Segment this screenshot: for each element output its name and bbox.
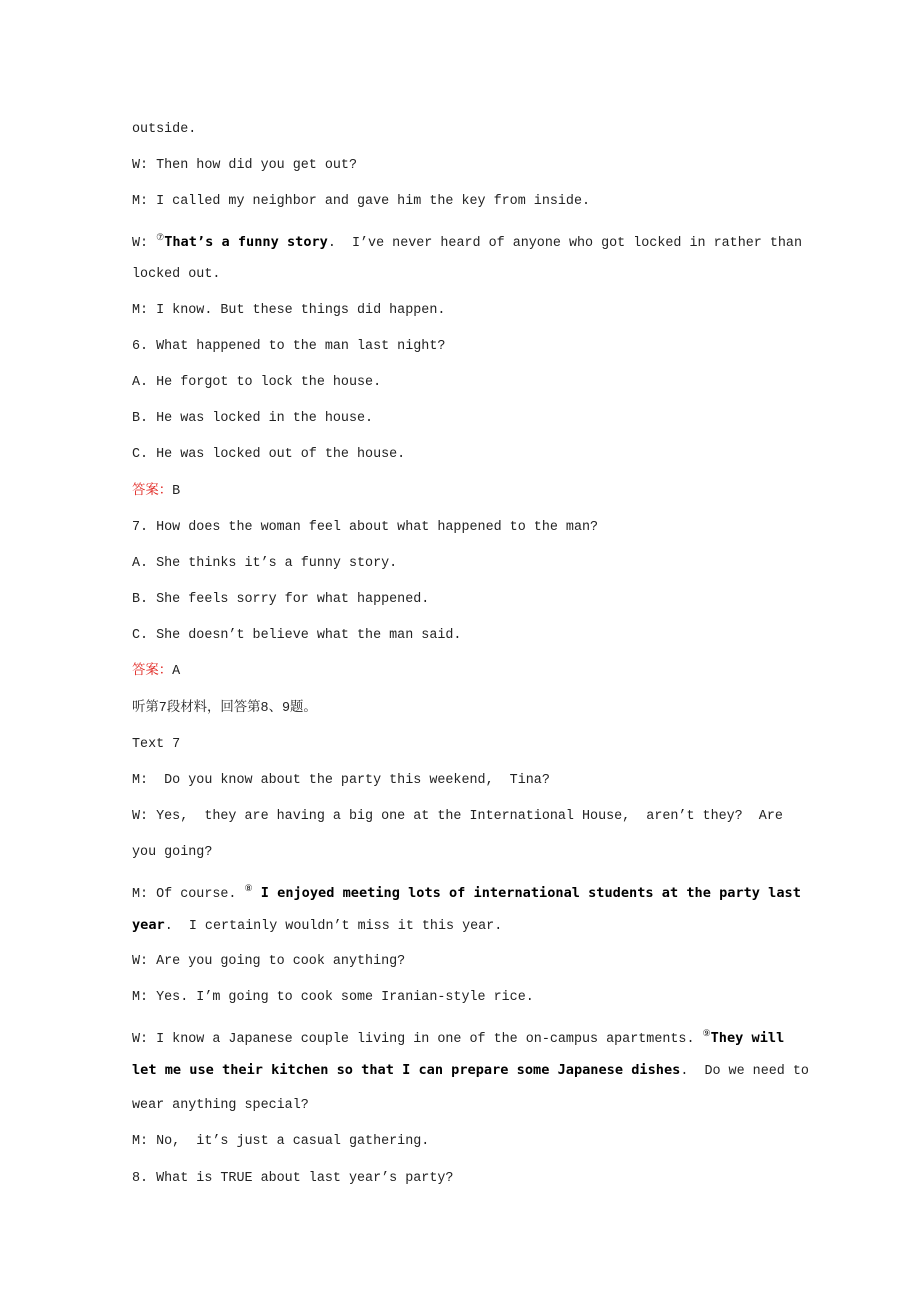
text-run: M: Yes. I’m going to cook some Iranian-style rice. <box>132 989 534 1005</box>
text-run: B. She feels sorry for what happened. <box>132 592 430 608</box>
note-marker: ⑦ <box>156 233 165 244</box>
text-run: W: Then how did you get out? <box>132 158 357 174</box>
text-line <box>132 329 832 365</box>
document-page <box>132 112 832 1197</box>
text-run: W: Are you going to cook anything? <box>132 953 406 969</box>
text-line <box>132 763 832 799</box>
text-run: 8. What is TRUE about last year’s party? <box>132 1170 454 1186</box>
text-line <box>132 944 832 980</box>
text-line <box>132 293 832 329</box>
key-sentence: I enjoyed meeting lots of international students at the party last <box>252 885 801 902</box>
key-sentence: let me use their kitchen so that I can prepare some Japanese dishes <box>132 1062 681 1079</box>
text-line <box>132 1052 832 1088</box>
text-line <box>132 835 832 871</box>
text-run: . Do we need to <box>680 1064 809 1080</box>
text-run: M: No, it’s just a casual gathering. <box>132 1134 430 1150</box>
text-run: M: I called my neighbor and gave him the key from inside. <box>132 194 591 210</box>
text-run: W: I know a Japanese couple living in one of the on-campus apartments. <box>132 1031 703 1047</box>
text-run: A. He forgot to lock the house. <box>132 375 382 391</box>
text-line <box>132 184 832 220</box>
note-marker: ⑨ <box>702 1028 711 1039</box>
text-run: B. He was locked in the house. <box>132 411 374 427</box>
text-run: outside. <box>132 122 197 137</box>
text-line <box>132 510 832 546</box>
text-run: Text 7 <box>132 736 181 752</box>
text-line <box>132 1088 832 1124</box>
text-line <box>132 365 832 401</box>
text-run: W: Yes, they are having a big one at the International House, aren’t they? Are <box>132 808 783 824</box>
key-sentence: year <box>132 917 165 934</box>
text-run: . I’ve never heard of anyone who got locked in rather than <box>327 236 802 252</box>
text-line <box>132 148 832 184</box>
text-line <box>132 799 832 835</box>
text-line <box>132 1016 832 1052</box>
text-run: M: Do you know about the party this weekend, Tina? <box>132 772 550 788</box>
text-line <box>132 618 832 654</box>
text-run: locked out. <box>132 266 221 282</box>
answer-label: 答案： <box>132 483 173 499</box>
text-run: A. She thinks it’s a funny story. <box>132 555 398 571</box>
key-sentence: That’s a funny story <box>164 234 328 251</box>
key-sentence: They will <box>710 1029 785 1046</box>
note-marker: ⑧ <box>244 884 253 895</box>
text-line <box>132 220 832 256</box>
text-run: 7. How does the woman feel about what happened to the man? <box>132 519 599 535</box>
text-line <box>132 1124 832 1160</box>
text-run: 听第7段材料，回答第8、9题。 <box>132 700 317 716</box>
text-run: 6. What happened to the man last night? <box>132 338 446 354</box>
text-line <box>132 654 832 690</box>
text-run: you going? <box>132 845 213 861</box>
text-line <box>132 112 832 148</box>
text-run: A <box>172 664 181 680</box>
text-run: W: <box>132 236 157 252</box>
text-line <box>132 907 832 943</box>
text-run: C. She doesn’t believe what the man said. <box>132 628 462 644</box>
text-run: M: Of course. <box>132 887 245 903</box>
text-line <box>132 980 832 1016</box>
text-run: . I certainly wouldn’t miss it this year. <box>164 919 503 935</box>
text-line <box>132 474 832 510</box>
answer-label: 答案： <box>132 664 173 680</box>
text-line <box>132 871 832 907</box>
text-line <box>132 257 832 293</box>
text-run: M: I know. But these things did happen. <box>132 302 446 318</box>
text-run: C. He was locked out of the house. <box>132 447 406 463</box>
text-line <box>132 401 832 437</box>
text-line <box>132 1161 832 1197</box>
text-run: wear anything special? <box>132 1098 309 1114</box>
text-line <box>132 546 832 582</box>
text-line <box>132 691 832 727</box>
text-line <box>132 582 832 618</box>
text-line <box>132 727 832 763</box>
text-line <box>132 437 832 473</box>
text-run: B <box>172 483 181 499</box>
